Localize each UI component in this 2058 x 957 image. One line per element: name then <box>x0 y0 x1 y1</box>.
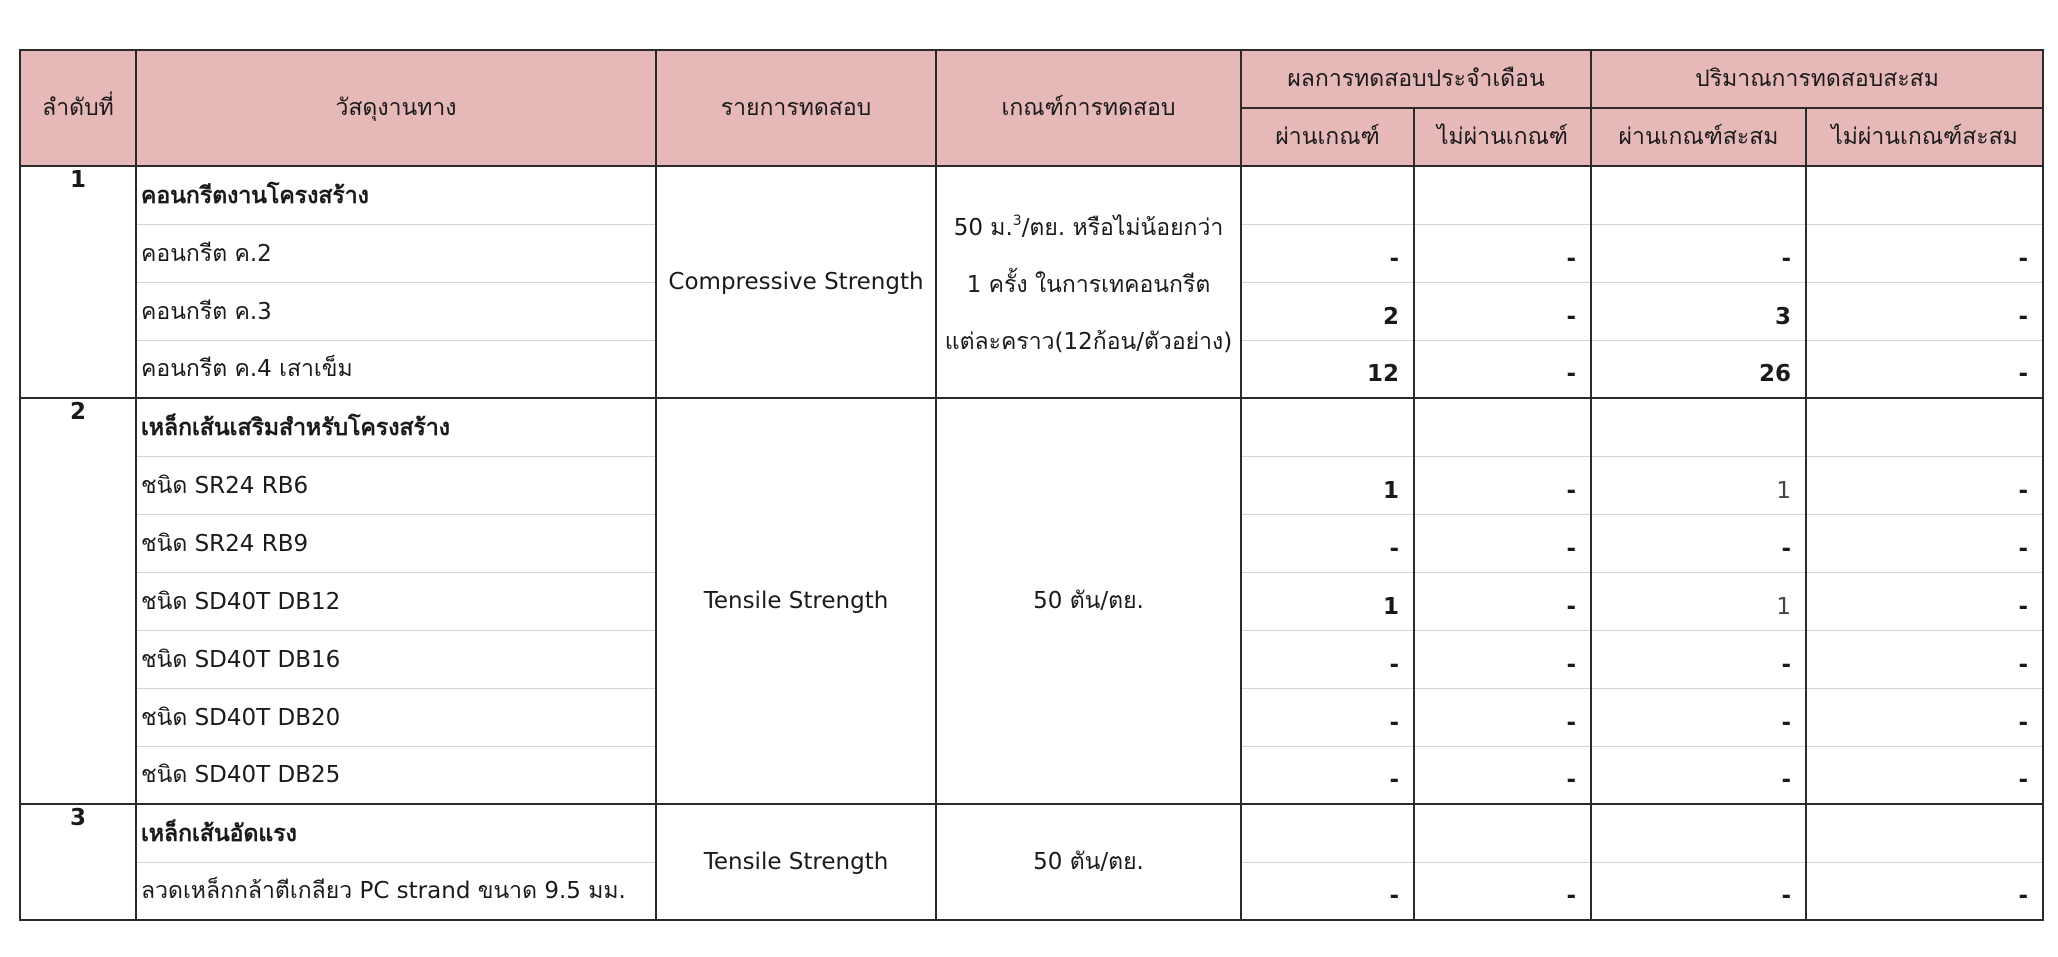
monthly-fail-value: - <box>1414 572 1591 630</box>
group-1-title: คอนกรีตงานโครงสร้าง <box>136 166 656 224</box>
header-monthly: ผลการทดสอบประจำเดือน <box>1241 50 1591 108</box>
monthly-fail-value: - <box>1414 224 1591 282</box>
cum-pass-value: - <box>1591 630 1806 688</box>
material-name: ชนิด SR24 RB9 <box>136 514 656 572</box>
group-3-test: Tensile Strength <box>656 804 936 920</box>
monthly-fail-value: - <box>1414 746 1591 804</box>
monthly-pass-value: - <box>1241 224 1414 282</box>
material-name: คอนกรีต ค.3 <box>136 282 656 340</box>
cum-pass-value: - <box>1591 224 1806 282</box>
material-name: ชนิด SD40T DB16 <box>136 630 656 688</box>
header-row-top <box>20 50 2043 108</box>
cum-pass-value: 1 <box>1591 572 1806 630</box>
group-3-title: เหล็กเส้นอัดแรง <box>136 804 656 862</box>
header-no: ลำดับที่ <box>20 50 136 166</box>
cum-fail-value: - <box>1806 688 2043 746</box>
monthly-fail-value: - <box>1414 282 1591 340</box>
header-cum-pass: ผ่านเกณฑ์สะสม <box>1591 108 1806 166</box>
cum-pass-value: 1 <box>1591 456 1806 514</box>
material-name: ชนิด SD40T DB20 <box>136 688 656 746</box>
cum-pass-value: - <box>1591 746 1806 804</box>
group-1-test: Compressive Strength <box>656 166 936 398</box>
monthly-pass-value: 12 <box>1241 340 1414 398</box>
header-cum-fail: ไม่ผ่านเกณฑ์สะสม <box>1806 108 2043 166</box>
cum-fail-value: - <box>1806 572 2043 630</box>
monthly-pass-value: 1 <box>1241 456 1414 514</box>
group-2-criteria: 50 ตัน/ตย. <box>936 398 1241 804</box>
monthly-pass-value: - <box>1241 630 1414 688</box>
monthly-fail-value: - <box>1414 862 1591 920</box>
monthly-fail-value: - <box>1414 514 1591 572</box>
group-2-number: 2 <box>20 398 136 804</box>
cum-fail-value: - <box>1806 456 2043 514</box>
group-3-criteria: 50 ตัน/ตย. <box>936 804 1241 920</box>
header-monthly-fail: ไม่ผ่านเกณฑ์ <box>1414 108 1591 166</box>
header-test: รายการทดสอบ <box>656 50 936 166</box>
group-1-number: 1 <box>20 166 136 398</box>
group-1-title-row <box>20 166 2043 224</box>
cum-fail-value: - <box>1806 282 2043 340</box>
material-name: ชนิด SD40T DB12 <box>136 572 656 630</box>
cum-pass-value: - <box>1591 862 1806 920</box>
monthly-pass-value: - <box>1241 514 1414 572</box>
cum-fail-value: - <box>1806 340 2043 398</box>
header-material: วัสดุงานทาง <box>136 50 656 166</box>
monthly-fail-value: - <box>1414 456 1591 514</box>
group-1-criteria: 50 ม.$^3$/ตย. หรือไม่น้อยกว่า 1 ครั้ง ในการเทคอนกรีตแต่ละคราว(12ก้อน/ตัวอย่าง) <box>936 166 1241 398</box>
group-3-title-row <box>20 804 2043 862</box>
cum-pass-value: - <box>1591 688 1806 746</box>
cum-fail-value: - <box>1806 224 2043 282</box>
monthly-pass-value: 1 <box>1241 572 1414 630</box>
group-2-test: Tensile Strength <box>656 398 936 804</box>
monthly-fail-value: - <box>1414 630 1591 688</box>
header-monthly-pass: ผ่านเกณฑ์ <box>1241 108 1414 166</box>
cum-fail-value: - <box>1806 630 2043 688</box>
cum-pass-value: 3 <box>1591 282 1806 340</box>
cum-fail-value: - <box>1806 862 2043 920</box>
material-name: คอนกรีต ค.2 <box>136 224 656 282</box>
material-name: ชนิด SD40T DB25 <box>136 746 656 804</box>
monthly-pass-value: - <box>1241 746 1414 804</box>
cum-pass-value: - <box>1591 514 1806 572</box>
cum-pass-value: 26 <box>1591 340 1806 398</box>
monthly-pass-value: - <box>1241 862 1414 920</box>
header-cumulative: ปริมาณการทดสอบสะสม <box>1591 50 2043 108</box>
material-name: ลวดเหล็กกล้าตีเกลียว PC strand ขนาด 9.5 มม. <box>136 862 656 920</box>
test-results-table <box>19 49 2044 921</box>
group-3-number: 3 <box>20 804 136 920</box>
group-2-title-row <box>20 398 2043 456</box>
monthly-pass-value: 2 <box>1241 282 1414 340</box>
material-name: ชนิด SR24 RB6 <box>136 456 656 514</box>
monthly-pass-value: - <box>1241 688 1414 746</box>
header-criteria: เกณฑ์การทดสอบ <box>936 50 1241 166</box>
cum-fail-value: - <box>1806 746 2043 804</box>
group-2-title: เหล็กเส้นเสริมสำหรับโครงสร้าง <box>136 398 656 456</box>
cum-fail-value: - <box>1806 514 2043 572</box>
material-name: คอนกรีต ค.4 เสาเข็ม <box>136 340 656 398</box>
monthly-fail-value: - <box>1414 340 1591 398</box>
monthly-fail-value: - <box>1414 688 1591 746</box>
